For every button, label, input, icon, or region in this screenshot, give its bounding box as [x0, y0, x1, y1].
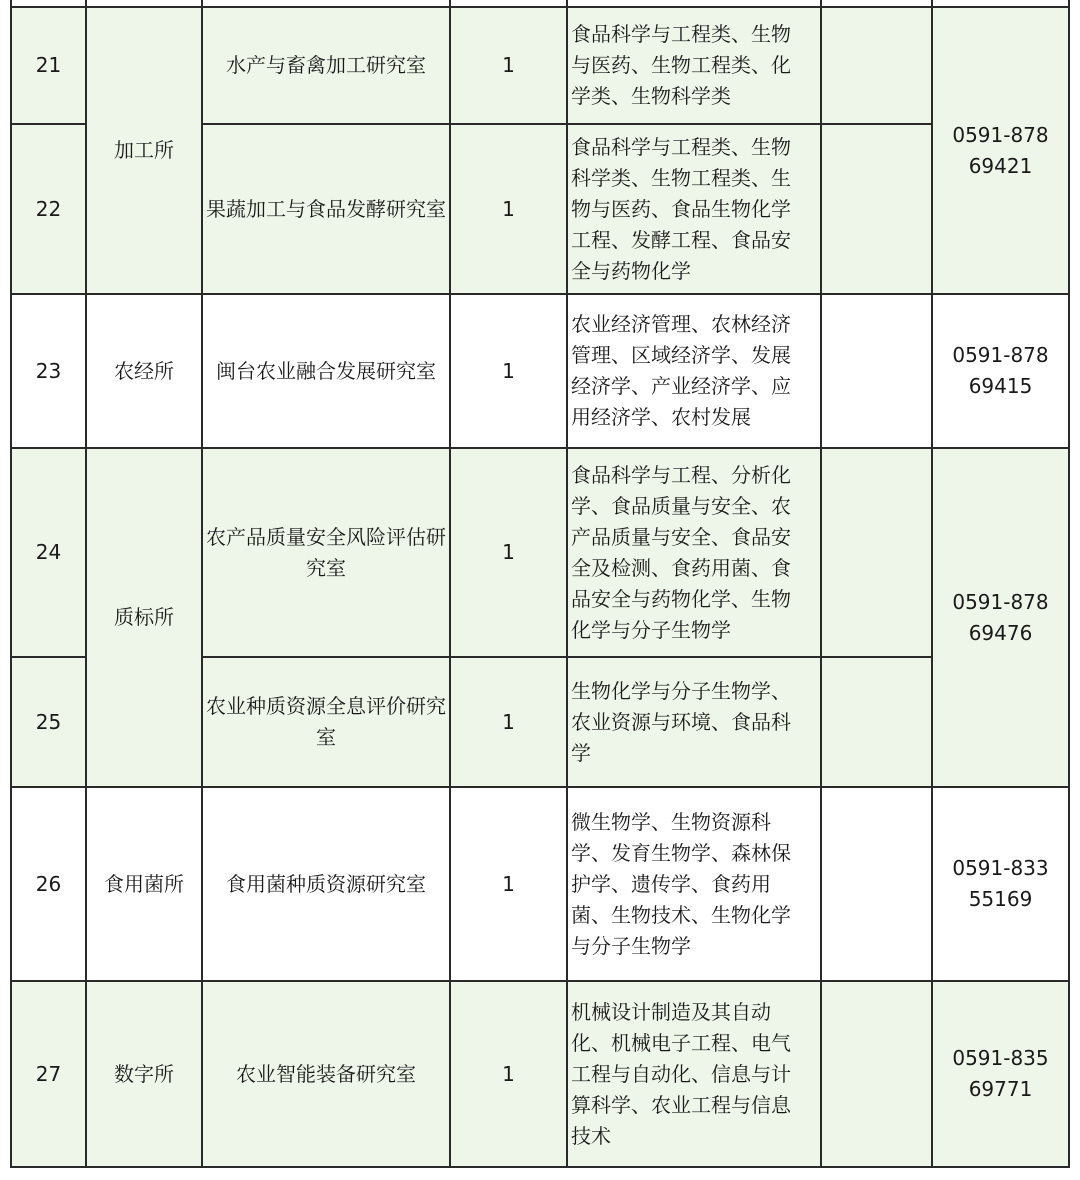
institute-name-text: 数字所 — [114, 1061, 174, 1086]
position-count-text: 1 — [502, 358, 515, 383]
row-border — [10, 786, 87, 788]
position-count — [450, 294, 567, 448]
lab-name-text: 农业智能装备研究室 — [236, 1061, 416, 1086]
row-border — [931, 786, 1070, 788]
row-border — [10, 293, 87, 295]
position-count — [450, 124, 567, 294]
row-border — [201, 1166, 451, 1168]
lab-name — [202, 294, 450, 448]
note-cell — [821, 7, 932, 124]
row-border — [820, 980, 933, 982]
phone-number-text: 0591-83355169 — [952, 856, 1049, 911]
row-number-text: 27 — [35, 1061, 62, 1086]
institute-name-text: 食用菌所 — [104, 871, 184, 896]
row-border — [820, 293, 933, 295]
row-border — [931, 6, 1070, 8]
row-border — [449, 1166, 568, 1168]
note-cell — [821, 124, 932, 294]
institute-name-text: 加工所 — [114, 138, 174, 162]
row-border — [201, 447, 451, 449]
row-number-text: 24 — [35, 540, 62, 564]
column-border — [449, 0, 451, 1168]
institute-name — [86, 981, 202, 1167]
row-border — [449, 786, 568, 788]
lab-name-text: 食用菌种质资源研究室 — [226, 871, 426, 896]
row-number — [11, 448, 86, 657]
phone-number-text: 0591-87869476 — [952, 589, 1049, 645]
row-border — [566, 293, 822, 295]
row-number — [11, 981, 86, 1167]
row-border — [85, 447, 203, 449]
row-border — [85, 980, 203, 982]
lab-name-text: 闽台农业融合发展研究室 — [216, 358, 436, 383]
column-border — [1068, 0, 1070, 1168]
row-number-text: 25 — [35, 709, 62, 734]
row-border — [931, 1166, 1070, 1168]
position-count-text: 1 — [502, 53, 515, 77]
major-requirement — [567, 124, 821, 294]
column-border — [85, 0, 87, 1168]
row-border — [566, 6, 822, 8]
row-border — [931, 447, 1070, 449]
phone-number-text: 0591-87869421 — [952, 122, 1049, 178]
lab-name — [202, 124, 450, 294]
row-border — [449, 123, 568, 125]
position-count — [450, 448, 567, 657]
column-border — [10, 0, 12, 1168]
row-border — [201, 123, 451, 125]
major-requirement — [567, 294, 821, 448]
position-count — [450, 7, 567, 124]
major-requirement-text: 机械设计制造及其自动化、机械电子工程、电气工程与自动化、信息与计算科学、农业工程与信息技术 — [571, 999, 791, 1148]
row-border — [449, 6, 568, 8]
major-requirement-text: 农业经济管理、农林经济管理、区域经济学、发展经济学、产业经济学、应用经济学、农村发展 — [571, 312, 791, 429]
lab-name-text: 农产品质量安全风险评估研究室 — [206, 524, 446, 580]
row-border — [566, 656, 822, 658]
major-requirement — [567, 7, 821, 124]
major-requirement-text: 生物化学与分子生物学、农业资源与环境、食品科学 — [571, 678, 791, 765]
row-border — [85, 6, 203, 8]
row-border — [85, 293, 203, 295]
note-cell — [821, 981, 932, 1167]
phone-number — [932, 981, 1069, 1167]
note-cell — [821, 448, 932, 657]
row-border — [449, 980, 568, 982]
column-border — [566, 0, 568, 1168]
row-number — [11, 657, 86, 787]
lab-name — [202, 7, 450, 124]
row-number-text: 23 — [35, 358, 62, 383]
lab-name-text: 果蔬加工与食品发酵研究室 — [206, 196, 446, 221]
position-count-text: 1 — [502, 1061, 515, 1086]
position-count — [450, 787, 567, 981]
row-border — [85, 1166, 203, 1168]
row-number-text: 21 — [35, 53, 62, 77]
row-border — [820, 656, 933, 658]
row-border — [201, 656, 451, 658]
row-border — [566, 786, 822, 788]
row-border — [10, 980, 87, 982]
lab-name-text: 水产与畜禽加工研究室 — [226, 53, 426, 77]
row-border — [10, 656, 87, 658]
column-border — [931, 0, 933, 1168]
note-cell — [821, 787, 932, 981]
major-requirement — [567, 448, 821, 657]
row-border — [449, 656, 568, 658]
row-border — [449, 447, 568, 449]
major-requirement — [567, 787, 821, 981]
lab-name — [202, 981, 450, 1167]
institute-name — [86, 7, 202, 294]
phone-number — [932, 7, 1069, 294]
phone-number — [932, 294, 1069, 448]
institute-name — [86, 294, 202, 448]
row-border — [566, 1166, 822, 1168]
note-cell — [821, 294, 932, 448]
major-requirement — [567, 657, 821, 787]
recruitment-table — [11, 0, 1070, 1169]
row-border — [566, 980, 822, 982]
column-border — [201, 0, 203, 1168]
institute-name — [86, 787, 202, 981]
position-count-text: 1 — [502, 871, 515, 896]
lab-name — [202, 657, 450, 787]
row-border — [449, 293, 568, 295]
row-number — [11, 124, 86, 294]
phone-number — [932, 787, 1069, 981]
row-number — [11, 787, 86, 981]
major-requirement-text: 食品科学与工程类、生物科学类、生物工程类、生物与医药、食品生物化学工程、发酵工程、食品安全与药物化学 — [571, 134, 791, 283]
row-border — [931, 980, 1070, 982]
row-border — [85, 786, 203, 788]
phone-number-text: 0591-87869415 — [952, 343, 1049, 398]
row-border — [820, 123, 933, 125]
row-border — [10, 1166, 87, 1168]
row-number — [11, 294, 86, 448]
major-requirement — [567, 981, 821, 1167]
row-border — [820, 447, 933, 449]
institute-name — [86, 448, 202, 787]
row-border — [201, 786, 451, 788]
lab-name — [202, 448, 450, 657]
row-border — [10, 123, 87, 125]
position-count — [450, 657, 567, 787]
row-border — [201, 6, 451, 8]
position-count-text: 1 — [502, 540, 515, 564]
row-border — [201, 980, 451, 982]
column-border — [820, 0, 822, 1168]
position-count-text: 1 — [502, 709, 515, 734]
row-border — [566, 447, 822, 449]
row-border — [820, 1166, 933, 1168]
phone-number-text: 0591-83569771 — [952, 1046, 1049, 1101]
row-border — [820, 786, 933, 788]
row-border — [820, 6, 933, 8]
lab-name — [202, 787, 450, 981]
phone-number — [932, 448, 1069, 787]
position-count-text: 1 — [502, 196, 515, 221]
row-border — [931, 293, 1070, 295]
lab-name-text: 农业种质资源全息评价研究室 — [206, 694, 446, 749]
row-border — [566, 123, 822, 125]
row-number — [11, 7, 86, 124]
row-border — [201, 293, 451, 295]
major-requirement-text: 食品科学与工程类、生物与医药、生物工程类、化学类、生物科学类 — [571, 22, 791, 108]
major-requirement-text: 微生物学、生物资源科学、发育生物学、森林保护学、遗传学、食药用菌、生物技术、生物化学与分子生物学 — [571, 809, 791, 958]
row-border — [10, 447, 87, 449]
row-number-text: 22 — [35, 196, 62, 221]
major-requirement-text: 食品科学与工程、分析化学、食品质量与安全、农产品质量与安全、食品安全及检测、食药用菌、食品安全与药物化学、生物化学与分子生物学 — [571, 462, 791, 642]
position-count — [450, 981, 567, 1167]
row-number-text: 26 — [35, 871, 62, 896]
institute-name-text: 质标所 — [114, 605, 174, 629]
institute-name-text: 农经所 — [114, 358, 174, 383]
note-cell — [821, 657, 932, 787]
row-border — [10, 6, 87, 8]
